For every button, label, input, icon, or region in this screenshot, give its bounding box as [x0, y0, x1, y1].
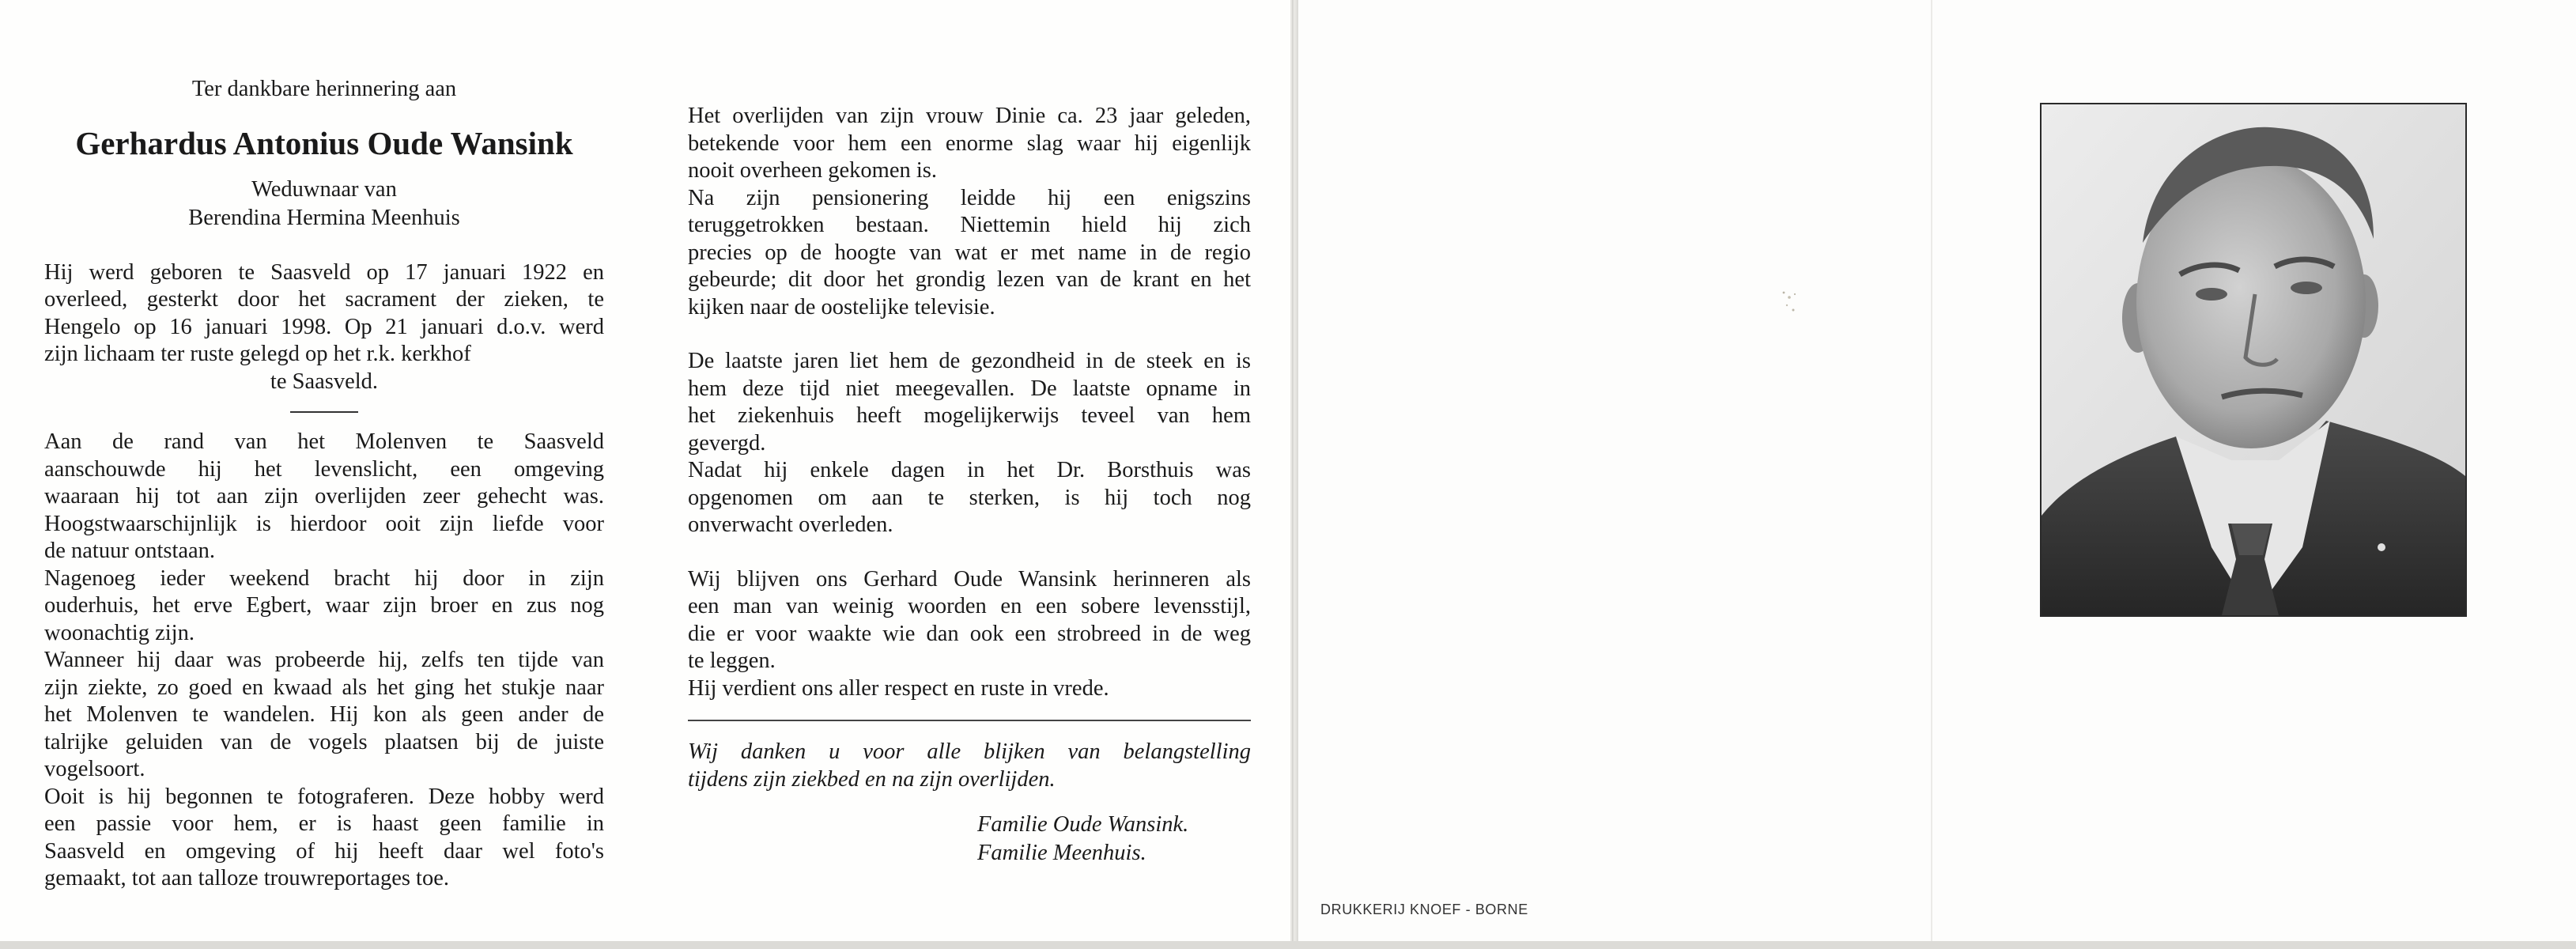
- bio-paragraph: [688, 103, 1251, 185]
- birth-last-line: te Saasveld.: [270, 369, 379, 394]
- text-line: aanschouwde hij het levenslicht, een omgeving: [44, 456, 604, 482]
- paragraph-gap: [688, 539, 1251, 566]
- relation-line: Weduwnaar van: [251, 176, 397, 202]
- divider: [290, 411, 358, 413]
- text-line: een man van weinig woorden en een sobere levensstijl,: [688, 594, 1251, 618]
- text-line: Het overlijden van zijn vrouw Dinie ca. 23 jaar geleden,: [688, 104, 1251, 128]
- column-middle: [688, 103, 1251, 868]
- text-line: vogelsoort.: [44, 757, 145, 781]
- family-signature: [688, 811, 1251, 868]
- deceased-name: Gerhardus Antonius Oude Wansink: [75, 124, 573, 161]
- intro-line: Ter dankbare herinnering aan: [191, 77, 457, 101]
- bio-paragraph: [44, 565, 604, 648]
- column-left: [44, 76, 604, 893]
- birth-paragraph: [44, 259, 604, 369]
- bio-paragraph: [44, 429, 604, 565]
- card-fold: [1292, 0, 1298, 946]
- text-line: Aan de rand van het Molenven te Saasveld: [44, 429, 604, 454]
- card-crease: [1931, 0, 1932, 946]
- text-line: Hij verdient ons aller respect en ruste in vrede.: [688, 675, 1109, 701]
- portrait-photo: [2040, 103, 2467, 617]
- text-line: tijdens zijn ziekbed en na zijn overlijden.: [688, 766, 1056, 792]
- text-line: die er voor waakte wie dan ook een strobreed in de weg: [688, 621, 1251, 646]
- text-line: gemaakt, tot aan talloze trouwreportages toe.: [44, 866, 449, 890]
- text-line: De laatste jaren liet hem de gezondheid in de steek en is: [688, 349, 1251, 373]
- text-line: Hengelo op 16 januari 1998. Op 21 januari d.o.v. werd: [44, 314, 604, 339]
- text-line: Wanneer hij daar was probeerde hij, zelfs ten tijde van: [44, 648, 604, 672]
- text-line: Hoogstwaarschijnlijk is hierdoor ooit zijn liefde voor: [44, 511, 604, 536]
- text-line: onverwacht overleden.: [688, 512, 893, 537]
- bio-paragraph: [688, 185, 1251, 322]
- text-line: Wij blijven ons Gerhard Oude Wansink herinneren als: [688, 566, 1251, 592]
- text-line: zijn ziekte, zo goed en kwaad als het ging het stukje naar: [44, 675, 604, 700]
- text-line: te leggen.: [688, 648, 776, 673]
- text-line: Saasveld en omgeving of hij heeft daar wel foto's: [44, 838, 604, 864]
- text-line: teruggetrokken bestaan. Niettemin hield hij zich: [688, 213, 1251, 237]
- card-bottom-edge: [0, 941, 2576, 949]
- text-line: overleed, gesterkt door het sacrament der zieken, te: [44, 287, 604, 312]
- text-line: de natuur ontstaan.: [44, 539, 216, 563]
- bio-paragraph: [688, 348, 1251, 457]
- text-line: opgenomen om aan te sterken, is hij toch nog: [688, 485, 1251, 510]
- text-line: nooit overheen gekomen is.: [688, 158, 938, 183]
- divider-long: [688, 720, 1251, 721]
- text-line: Ooit is hij begonnen te fotograferen. Deze hobby werd: [44, 784, 604, 809]
- text-line: het ziekenhuis heeft mogelijkerwijs teveel van hem: [688, 403, 1251, 428]
- bio-paragraph: [44, 647, 604, 784]
- text-line: hem deze tijd niet meegevallen. De laatste opname in: [688, 376, 1251, 401]
- printer-credit: DRUKKERIJ KNOEF - BORNE: [1320, 902, 1528, 917]
- bio-paragraph: [688, 675, 1251, 703]
- text-line: ouderhuis, het erve Egbert, waar zijn broer en zus nog: [44, 593, 604, 618]
- text-line: zijn lichaam ter ruste gelegd op het r.k. kerkhof: [44, 342, 471, 366]
- text-line: gevergd.: [688, 430, 766, 456]
- text-line: het Molenven te wandelen. Hij kon als geen ander de: [44, 702, 604, 727]
- text-line: kijken naar de oostelijke televisie.: [688, 294, 995, 319]
- text-line: betekende voor hem een enorme slag waar hij eigenlijk: [688, 130, 1251, 156]
- text-line: Hij werd geboren te Saasveld op 17 januari 1922 en: [44, 259, 604, 285]
- bio-paragraph: [688, 457, 1251, 539]
- text-line: woonachtig zijn.: [44, 620, 195, 645]
- text-line: talrijke geluiden van de vogels plaatsen bij de juiste: [44, 729, 604, 754]
- family-line: Familie Oude Wansink.: [977, 812, 1189, 837]
- paper-speck: [1777, 286, 1801, 318]
- bio-paragraph: [44, 784, 604, 893]
- portrait-icon: [2042, 104, 2465, 615]
- text-line: Nadat hij enkele dagen in het Dr. Borsthuis was: [688, 458, 1251, 482]
- text-line: precies op de hoogte van wat er met name in de regio: [688, 240, 1251, 265]
- thanks-paragraph: [688, 739, 1251, 793]
- spouse-name: Berendina Hermina Meenhuis: [188, 206, 460, 230]
- text-line: gebeurde; dit door het grondig lezen van de krant en het: [688, 267, 1251, 292]
- text-line: Wij danken u voor alle blijken van belangstelling: [688, 739, 1251, 764]
- text-line: een passie voor hem, er is haast geen familie in: [44, 811, 604, 836]
- text-line: Na zijn pensionering leidde hij een enigszins: [688, 185, 1251, 210]
- text-line: waaraan hij tot aan zijn overlijden zeer gehecht was.: [44, 484, 604, 509]
- text-line: Nagenoeg ieder weekend bracht hij door in zijn: [44, 565, 604, 591]
- family-line: Familie Meenhuis.: [977, 841, 1146, 865]
- paragraph-gap: [688, 321, 1251, 348]
- bio-paragraph: [688, 566, 1251, 675]
